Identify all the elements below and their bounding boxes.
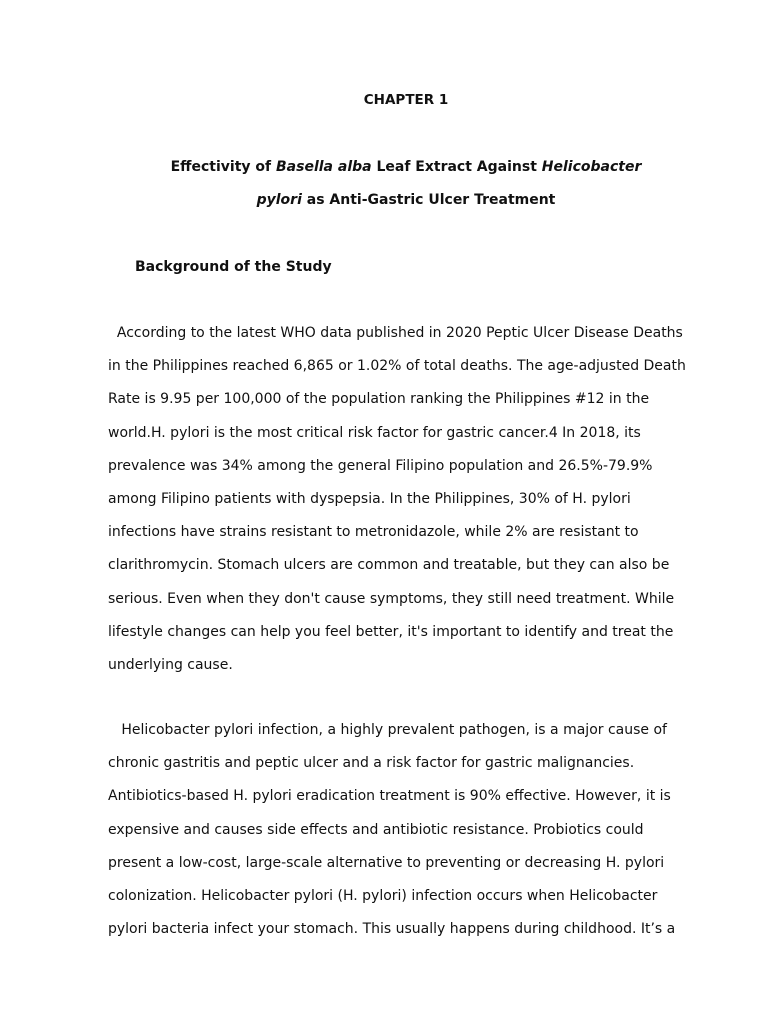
paragraph-line: Rate is 9.95 per 100,000 of the population ranking the Philippines #12 in the <box>108 391 650 408</box>
section-heading: Background of the Study <box>135 259 332 275</box>
paragraph-line: among Filipino patients with dyspepsia. In the Philippines, 30% of H. pylori <box>108 491 631 508</box>
paragraph-line: Helicobacter pylori infection, a highly prevalent pathogen, is a major cause of <box>108 722 667 738</box>
paragraph-line: lifestyle changes can help you feel better, it's important to identify and treat the <box>108 623 674 640</box>
title-line-1 <box>0 157 768 177</box>
paragraph-line: colonization. Helicobacter pylori (H. pylori) infection occurs when Helicobacter <box>108 888 658 905</box>
paragraph-line: expensive and causes side effects and antibiotic resistance. Probiotics could <box>108 821 644 838</box>
body-paragraph <box>108 714 688 946</box>
title-italic-species: Basella alba <box>276 159 372 175</box>
paragraph-line: chronic gastritis and peptic ulcer and a risk factor for gastric malignancies. <box>108 755 635 772</box>
title-text: as Anti-Gastric Ulcer Treatment <box>301 192 556 208</box>
paragraph-line: clarithromycin. Stomach ulcers are common and treatable, but they can also be <box>108 557 670 574</box>
title-italic-species: pylori <box>256 192 302 208</box>
title-text: Leaf Extract Against <box>371 159 542 175</box>
paragraph-line: pylori bacteria infect your stomach. This usually happens during childhood. It’s a <box>108 921 676 938</box>
paragraph-line: infections have strains resistant to metronidazole, while 2% are resistant to <box>108 524 639 541</box>
title-line-2 <box>0 190 768 210</box>
title-italic-genus: Helicobacter <box>541 159 642 175</box>
paragraph-line: serious. Even when they don't cause symptoms, they still need treatment. While <box>108 590 675 607</box>
paragraph-line: world.H. pylori is the most critical risk factor for gastric cancer.4 In 2018, its <box>108 424 641 441</box>
title-text: Effectivity of <box>170 159 276 175</box>
body-paragraph <box>108 317 688 682</box>
paragraph-line: prevalence was 34% among the general Filipino population and 26.5%-79.9% <box>108 457 653 474</box>
paragraph-line: in the Philippines reached 6,865 or 1.02% of total deaths. The age-adjusted Death <box>108 358 686 375</box>
chapter-label: CHAPTER 1 <box>363 92 449 108</box>
paragraph-line: Antibiotics-based H. pylori eradication treatment is 90% effective. However, it is <box>108 788 671 805</box>
paragraph-line: underlying cause. <box>108 657 233 674</box>
paragraph-line: present a low-cost, large-scale alternative to preventing or decreasing H. pylori <box>108 854 665 871</box>
paragraph-line: According to the latest WHO data published in 2020 Peptic Ulcer Disease Deaths <box>108 325 683 341</box>
